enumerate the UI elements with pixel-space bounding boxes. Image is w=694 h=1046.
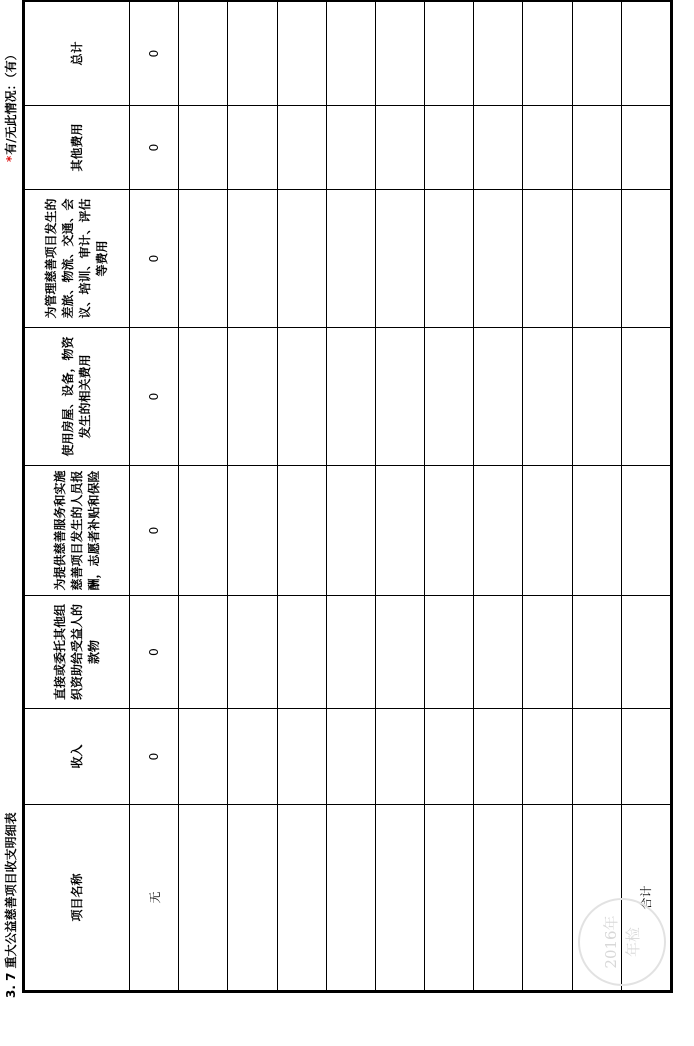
project-name-cell	[228, 805, 277, 991]
table-cell	[572, 596, 621, 709]
table-cell	[277, 190, 326, 328]
table-cell	[474, 466, 523, 596]
header-facility-costs: 使用房屋、设备，物资发生的相关费用	[25, 328, 130, 466]
table-cell	[523, 106, 572, 190]
table-row	[130, 2, 179, 991]
required-asterisk: *	[4, 155, 18, 162]
table-cell	[572, 709, 621, 805]
table-row	[474, 2, 523, 991]
table-cell	[572, 106, 621, 190]
table-cell	[179, 328, 228, 466]
seal-year: 2016年	[602, 915, 620, 969]
header-other-costs: 其他费用	[25, 106, 130, 190]
table-cell	[621, 328, 670, 466]
table-row	[277, 2, 326, 991]
table-cell	[621, 190, 670, 328]
table-cell	[523, 466, 572, 596]
table-cell	[375, 596, 424, 709]
table-cell	[425, 328, 474, 466]
table-cell	[523, 2, 572, 106]
table-cell	[474, 106, 523, 190]
status-label: 有/无此情况：（有）	[4, 48, 18, 155]
table-cell	[375, 466, 424, 596]
table-cell	[179, 466, 228, 596]
table-cell	[277, 106, 326, 190]
section-title: 重大公益慈善项目收支明细表	[4, 812, 18, 969]
header-direct-aid: 直接或委托其他组织资助给受益人的款物	[25, 596, 130, 709]
table-cell	[228, 106, 277, 190]
table-cell	[228, 190, 277, 328]
table-cell	[228, 328, 277, 466]
expenditure-table	[24, 1, 671, 991]
table-cell: 0	[130, 190, 179, 328]
total-row	[621, 2, 670, 991]
table-cell	[572, 466, 621, 596]
table-cell	[179, 596, 228, 709]
annual-inspection-seal	[578, 898, 666, 986]
table-cell	[277, 709, 326, 805]
project-name-cell	[277, 805, 326, 991]
table-cell	[523, 596, 572, 709]
header-staff-compensation: 为提供慈善服务和实施慈善项目发生的人员报酬，志愿者补贴和保险	[25, 466, 130, 596]
table-row	[425, 2, 474, 991]
table-cell	[474, 328, 523, 466]
table-cell	[474, 709, 523, 805]
table-row	[326, 2, 375, 991]
table-cell	[326, 709, 375, 805]
table-body	[130, 2, 671, 991]
table-cell	[179, 709, 228, 805]
table-cell	[425, 709, 474, 805]
header-management-costs: 为管理慈善项目发生的差旅、物流、交通、会议、培训、审计、评估等费用	[25, 190, 130, 328]
project-name-cell	[523, 805, 572, 991]
table-cell	[474, 596, 523, 709]
table-cell	[326, 190, 375, 328]
table-row	[523, 2, 572, 991]
table-row	[375, 2, 424, 991]
status-indicator	[2, 48, 19, 162]
project-name-cell	[425, 805, 474, 991]
table-cell	[375, 709, 424, 805]
project-name-cell	[326, 805, 375, 991]
table-cell	[326, 596, 375, 709]
table-cell	[572, 2, 621, 106]
table-cell	[621, 596, 670, 709]
section-heading	[2, 812, 19, 998]
header-row	[25, 2, 130, 991]
project-name-cell	[179, 805, 228, 991]
project-name-cell	[474, 805, 523, 991]
table-cell	[523, 709, 572, 805]
header-income: 收入	[25, 709, 130, 805]
table-cell: 0	[130, 466, 179, 596]
table-cell	[425, 106, 474, 190]
table-cell	[228, 596, 277, 709]
table-row	[228, 2, 277, 991]
table-cell	[425, 2, 474, 106]
table-cell	[474, 2, 523, 106]
table-row	[179, 2, 228, 991]
table-cell	[326, 328, 375, 466]
table-cell	[572, 328, 621, 466]
project-name-cell	[375, 805, 424, 991]
project-name-cell: 合计	[621, 805, 670, 991]
table-cell: 0	[130, 2, 179, 106]
table-cell	[277, 328, 326, 466]
table-cell	[375, 190, 424, 328]
table-cell	[425, 596, 474, 709]
table-cell	[375, 328, 424, 466]
table-cell	[621, 709, 670, 805]
table-cell	[621, 2, 670, 106]
table-cell: 0	[130, 328, 179, 466]
section-number: 3. 7	[4, 972, 18, 998]
project-name-cell: 无	[130, 805, 179, 991]
table-cell	[228, 466, 277, 596]
table-cell	[228, 709, 277, 805]
table-cell	[375, 2, 424, 106]
table-cell	[375, 106, 424, 190]
header-total: 总计	[25, 2, 130, 106]
table-cell	[425, 466, 474, 596]
table-cell	[326, 106, 375, 190]
header-project-name: 项目名称	[25, 805, 130, 991]
table-cell	[572, 190, 621, 328]
table-cell	[326, 466, 375, 596]
table-cell	[179, 2, 228, 106]
table-cell: 0	[130, 709, 179, 805]
table-cell	[425, 190, 474, 328]
table-cell	[621, 106, 670, 190]
table-cell: 0	[130, 106, 179, 190]
table-cell: 0	[130, 596, 179, 709]
table-cell	[277, 2, 326, 106]
table-cell	[179, 106, 228, 190]
table-cell	[277, 466, 326, 596]
table-cell	[179, 190, 228, 328]
expenditure-table-frame	[22, 0, 673, 993]
table-cell	[621, 466, 670, 596]
seal-text: 年检	[624, 927, 642, 958]
table-cell	[523, 328, 572, 466]
table-row	[572, 2, 621, 991]
table-cell	[523, 190, 572, 328]
table-cell	[474, 190, 523, 328]
table-cell	[277, 596, 326, 709]
table-cell	[326, 2, 375, 106]
table-cell	[228, 2, 277, 106]
